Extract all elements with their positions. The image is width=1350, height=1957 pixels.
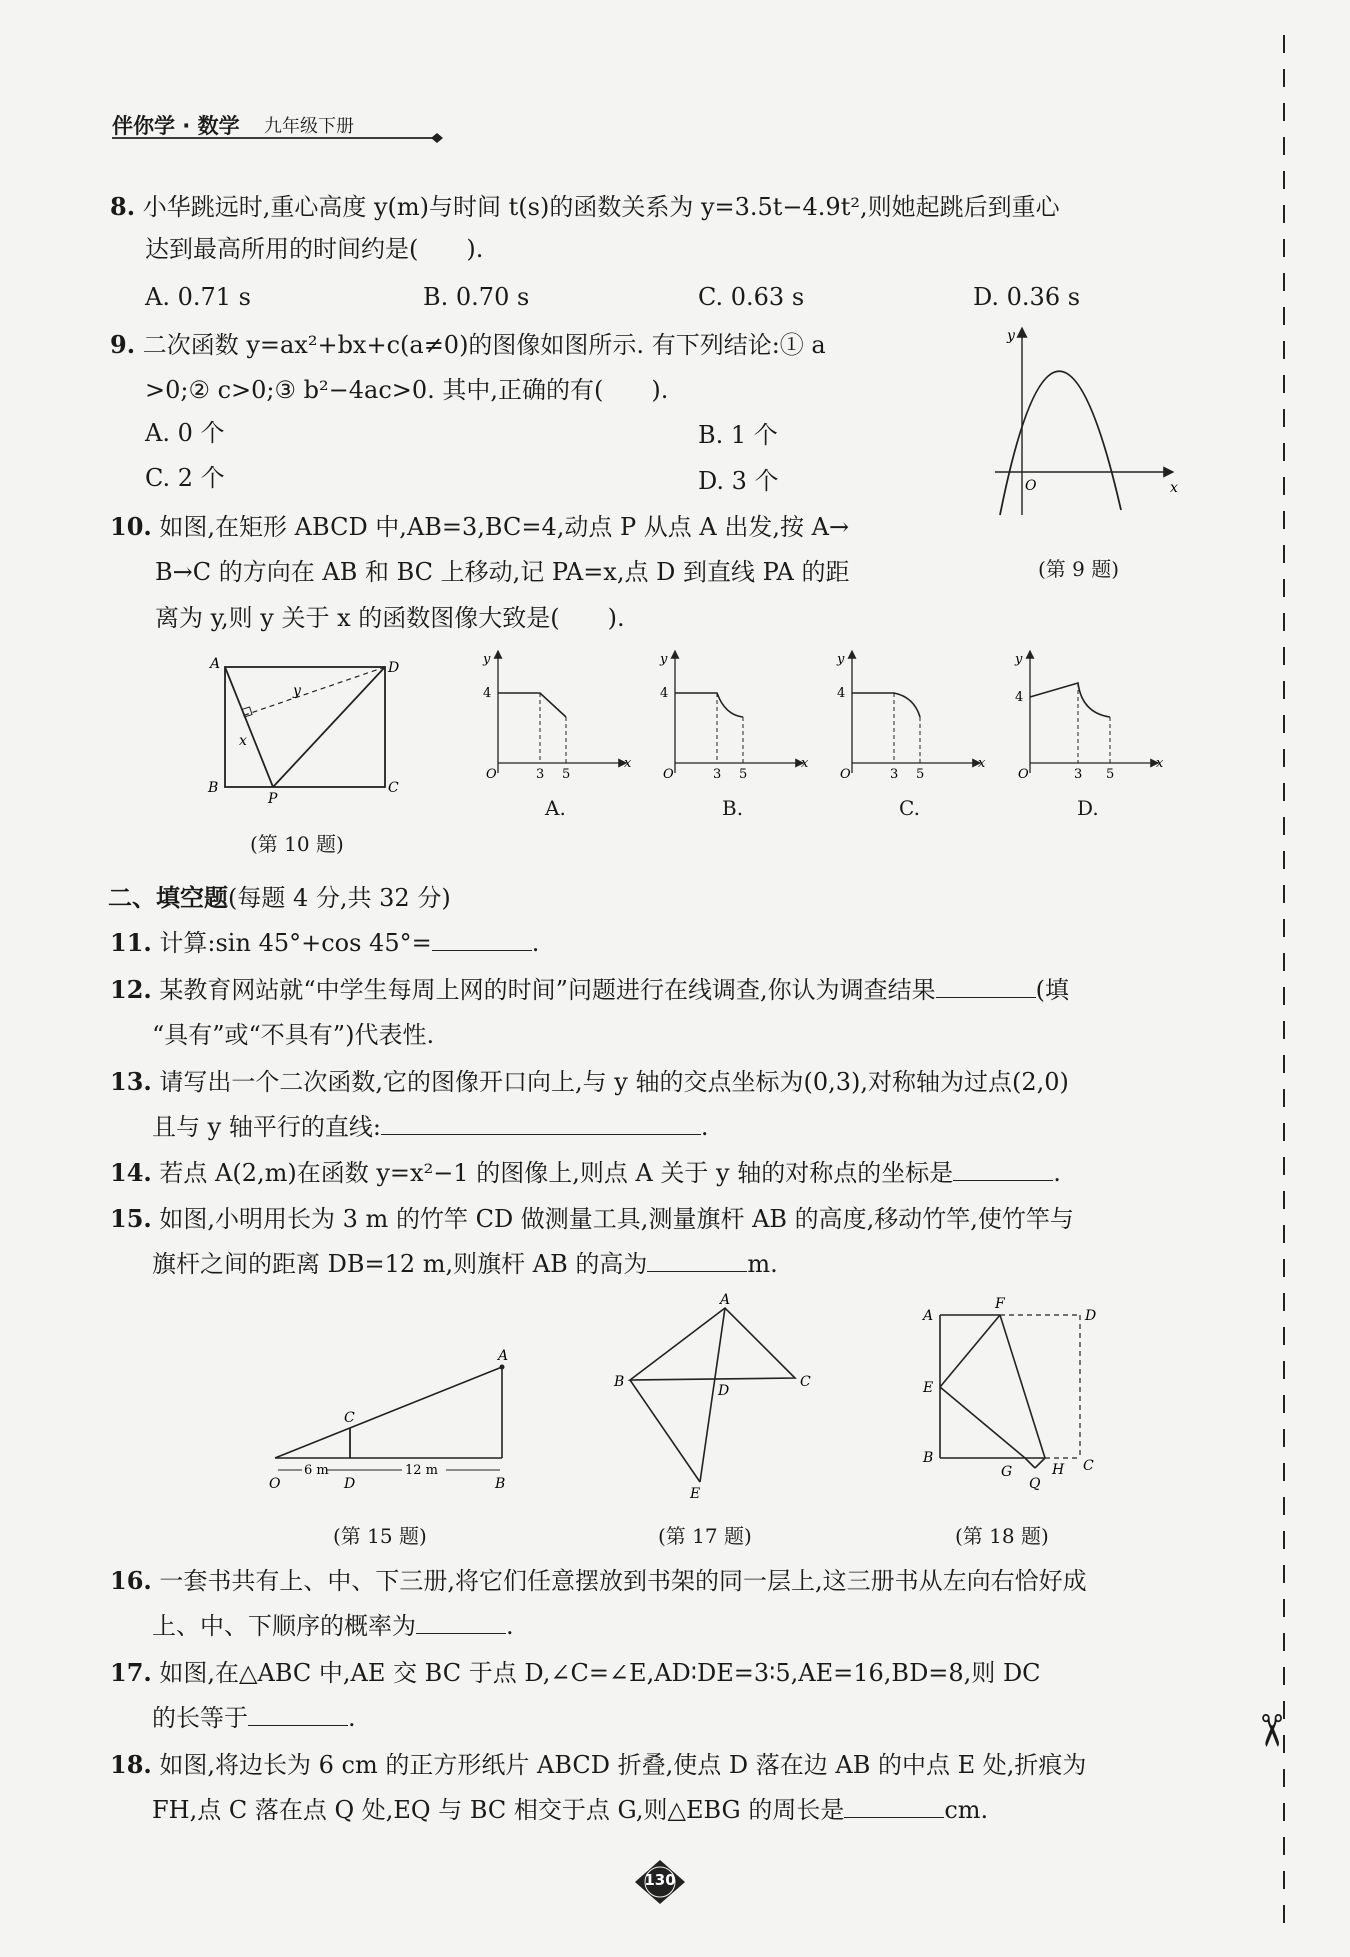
svg-text:O: O bbox=[663, 767, 674, 782]
q17-label-c: C bbox=[800, 1374, 811, 1390]
q10 bbox=[110, 512, 849, 542]
q9-parabola-figure bbox=[985, 320, 1185, 520]
q18-label-h: H bbox=[1052, 1462, 1065, 1478]
q18-label-f: F bbox=[995, 1296, 1005, 1312]
q10-label-a: A bbox=[210, 656, 221, 672]
q13-end: . bbox=[700, 1113, 709, 1141]
q18-line2 bbox=[152, 1795, 988, 1825]
q17-line1: 如图,在△ABC 中,AE 交 BC 于点 D,∠C=∠E,AD∶DE=3∶5,AE=16,BD=8,则 DC bbox=[159, 1659, 1041, 1687]
q15-line2-text: 旗杆之间的距离 DB=12 m,则旗杆 AB 的高为 bbox=[152, 1250, 648, 1278]
q10-graph-b-xtick-3: 3 bbox=[713, 767, 722, 782]
q16-answer-blank[interactable] bbox=[416, 1611, 506, 1634]
svg-text:O: O bbox=[486, 767, 497, 782]
q18-label-c: C bbox=[1083, 1458, 1094, 1474]
q10-num: 10. bbox=[110, 512, 152, 541]
q15-num: 15. bbox=[110, 1204, 152, 1233]
cut-line bbox=[1270, 0, 1310, 1957]
q10-rectangle-figure bbox=[205, 655, 400, 807]
header bbox=[112, 108, 452, 148]
q11-text: 计算:sin 45°+cos 45°= bbox=[159, 929, 432, 957]
q17-end: . bbox=[348, 1704, 356, 1732]
q18-label-q: Q bbox=[1029, 1476, 1041, 1492]
q9-option-b: B. 1 个 bbox=[698, 421, 778, 449]
q9-caption: (第 9 题) bbox=[1038, 557, 1120, 581]
q12-num: 12. bbox=[110, 975, 152, 1004]
q16-line1: 一套书共有上、中、下三册,将它们任意摆放到书架的同一层上,这三册书从左向右恰好成 bbox=[159, 1567, 1087, 1595]
q15-label-c: C bbox=[344, 1410, 355, 1426]
q9-option-d: D. 3 个 bbox=[698, 467, 779, 495]
svg-text:y: y bbox=[660, 652, 668, 667]
q10-label-x: x bbox=[239, 733, 247, 749]
q11-answer-blank[interactable] bbox=[432, 928, 532, 951]
q10-line3: 离为 y,则 y 关于 x 的函数图像大致是( ). bbox=[155, 604, 625, 632]
q9-option-c: C. 2 个 bbox=[145, 464, 225, 492]
section2-heading bbox=[108, 883, 451, 913]
q18-label-a: A bbox=[923, 1308, 934, 1324]
header-underline bbox=[112, 108, 452, 148]
q16-line2 bbox=[152, 1611, 514, 1641]
q9-line2: >0;② c>0;③ b²−4ac>0. 其中,正确的有( ). bbox=[145, 376, 669, 404]
q13-num: 13. bbox=[110, 1067, 152, 1096]
q10-graph-b-xtick-5: 5 bbox=[739, 767, 748, 782]
q13-line2 bbox=[152, 1112, 709, 1142]
q17-num: 17. bbox=[110, 1658, 152, 1687]
q10-graph-c-xtick-5: 5 bbox=[916, 767, 925, 782]
q11 bbox=[110, 928, 539, 958]
svg-text:y: y bbox=[837, 652, 845, 667]
q8-option-c: C. 0.63 s bbox=[698, 283, 805, 311]
svg-text:y: y bbox=[483, 652, 491, 667]
svg-text:O: O bbox=[840, 767, 851, 782]
q18-caption: (第 18 题) bbox=[955, 1524, 1049, 1548]
q11-end: . bbox=[531, 929, 540, 957]
q17 bbox=[110, 1658, 1041, 1688]
q8-line2: 达到最高所用的时间约是( ). bbox=[145, 235, 484, 263]
q10-graph-d-xtick-5: 5 bbox=[1106, 767, 1115, 782]
q10-graph-d-xtick-3: 3 bbox=[1074, 767, 1083, 782]
q18-line2-text: FH,点 C 落在点 Q 处,EQ 与 BC 相交于点 G,则△EBG 的周长是 bbox=[152, 1796, 845, 1824]
q10-graph-a bbox=[468, 645, 632, 785]
q12-line2: “具有”或“不具有”)代表性. bbox=[152, 1021, 435, 1049]
q10-label-d: D bbox=[388, 660, 400, 676]
q17-figure bbox=[610, 1290, 811, 1502]
q17-answer-blank[interactable] bbox=[248, 1703, 348, 1726]
q10-graph-b bbox=[645, 645, 809, 785]
q10-graph-c-xtick-3: 3 bbox=[890, 767, 899, 782]
q8-option-d: D. 0.36 s bbox=[973, 283, 1081, 311]
q17-line2 bbox=[152, 1703, 356, 1733]
q16-num: 16. bbox=[110, 1566, 152, 1595]
q8-line1: 小华跳远时,重心高度 y(m)与时间 t(s)的函数关系为 y=3.5t−4.9t²,则她起跳后到重心 bbox=[142, 193, 1060, 221]
q10-label-b: B bbox=[208, 780, 219, 796]
q10-caption: (第 10 题) bbox=[250, 832, 344, 856]
q10-graph-b-ytick: 4 bbox=[660, 686, 669, 701]
q9-axis-y: y bbox=[1007, 328, 1015, 344]
svg-text:x: x bbox=[801, 756, 809, 771]
q14 bbox=[110, 1158, 1061, 1188]
q9-option-a: A. 0 个 bbox=[145, 419, 225, 447]
q10-option-d: D. bbox=[1077, 796, 1099, 820]
q10-graph-a-xtick-3: 3 bbox=[536, 767, 545, 782]
q14-end: . bbox=[1053, 1159, 1061, 1187]
q10-graph-c bbox=[822, 645, 986, 785]
q16-line2-text: 上、中、下顺序的概率为 bbox=[152, 1612, 416, 1640]
q15-label-b: B bbox=[495, 1476, 506, 1492]
q18-line1: 如图,将边长为 6 cm 的正方形纸片 ABCD 折叠,使点 D 落在边 AB 的中点 E 处,折痕为 bbox=[159, 1751, 1087, 1779]
q8-option-b: B. 0.70 s bbox=[423, 283, 530, 311]
section2-title: 二、填空题 bbox=[108, 884, 228, 912]
svg-text:y: y bbox=[1015, 652, 1023, 667]
q10-label-p: P bbox=[268, 791, 278, 807]
q8-num: 8. bbox=[110, 192, 136, 221]
q9-num: 9. bbox=[110, 330, 136, 359]
q10-option-b: B. bbox=[722, 796, 744, 820]
q18-end: cm. bbox=[944, 1796, 989, 1824]
q15-label-d: D bbox=[344, 1476, 356, 1492]
section2-note: (每题 4 分,共 32 分) bbox=[228, 884, 451, 912]
q15-figure bbox=[260, 1340, 520, 1490]
q14-num: 14. bbox=[110, 1158, 152, 1187]
q10-option-c: C. bbox=[899, 796, 920, 820]
svg-text:O: O bbox=[1018, 767, 1029, 782]
q12-line1: 某教育网站就“中学生每周上网的时间”问题进行在线调查,你认为调查结果 bbox=[159, 976, 936, 1004]
q17-label-b: B bbox=[614, 1374, 625, 1390]
q13 bbox=[110, 1067, 1069, 1097]
q12-line1-end: (填 bbox=[1035, 976, 1069, 1004]
q15-line1: 如图,小明用长为 3 m 的竹竿 CD 做测量工具,测量旗杆 AB 的高度,移动竹竿,使竹竿与 bbox=[159, 1205, 1074, 1233]
q17-caption: (第 17 题) bbox=[658, 1524, 752, 1548]
q14-answer-blank[interactable] bbox=[953, 1158, 1053, 1181]
q10-label-y: y bbox=[293, 683, 301, 699]
q15-dim-6m: 6 m bbox=[304, 1463, 329, 1478]
q15-label-a: A bbox=[498, 1348, 509, 1364]
q9 bbox=[110, 330, 826, 360]
q13-answer-blank[interactable] bbox=[381, 1112, 701, 1135]
q10-line2: B→C 的方向在 AB 和 BC 上移动,记 PA=x,点 D 到直线 PA 的距 bbox=[155, 558, 850, 586]
svg-text:x: x bbox=[978, 756, 986, 771]
q12 bbox=[110, 975, 1069, 1005]
q15-label-o: O bbox=[269, 1476, 281, 1492]
q10-graph-a-ytick: 4 bbox=[483, 686, 492, 701]
q10-graph-c-ytick: 4 bbox=[837, 686, 846, 701]
q11-num: 11. bbox=[110, 928, 152, 957]
header-brand: 伴你学 · 数学 bbox=[112, 114, 240, 138]
q8 bbox=[110, 192, 1060, 222]
page-number: 130 bbox=[644, 1871, 676, 1889]
q15-answer-blank[interactable] bbox=[647, 1249, 747, 1272]
q15 bbox=[110, 1204, 1074, 1234]
q9-line1: 二次函数 y=ax²+bx+c(a≠0)的图像如图所示. 有下列结论:① a bbox=[142, 331, 826, 359]
q10-graph-d-ytick: 4 bbox=[1015, 690, 1024, 705]
svg-text:x: x bbox=[1156, 756, 1164, 771]
q15-dim-12m: 12 m bbox=[405, 1463, 439, 1478]
q18 bbox=[110, 1750, 1086, 1780]
q17-label-e: E bbox=[690, 1486, 701, 1502]
q18-label-b: B bbox=[923, 1450, 934, 1466]
q18-label-g: G bbox=[1001, 1464, 1013, 1480]
q16-end: . bbox=[506, 1612, 514, 1640]
q12-answer-blank[interactable] bbox=[936, 975, 1036, 998]
q18-label-d: D bbox=[1085, 1308, 1097, 1324]
q10-line1: 如图,在矩形 ABCD 中,AB=3,BC=4,动点 P 从点 A 出发,按 A→ bbox=[159, 513, 850, 541]
q16 bbox=[110, 1566, 1087, 1596]
scissors-icon: ✂ bbox=[1244, 1712, 1296, 1749]
q9-axis-x: x bbox=[1170, 480, 1178, 496]
q15-caption: (第 15 题) bbox=[333, 1524, 427, 1548]
q10-graph-d bbox=[1000, 645, 1164, 785]
q10-graph-a-xtick-5: 5 bbox=[562, 767, 571, 782]
q18-label-e: E bbox=[923, 1380, 934, 1396]
q17-label-a: A bbox=[720, 1292, 731, 1308]
q17-label-d: D bbox=[718, 1383, 730, 1399]
q14-text: 若点 A(2,m)在函数 y=x²−1 的图像上,则点 A 关于 y 轴的对称点的坐标是 bbox=[159, 1159, 954, 1187]
svg-text:x: x bbox=[624, 756, 632, 771]
header-grade: 九年级下册 bbox=[264, 116, 354, 137]
page-number-badge bbox=[635, 1860, 685, 1904]
q13-line2-text: 且与 y 轴平行的直线: bbox=[152, 1113, 381, 1141]
q10-label-c: C bbox=[388, 780, 399, 796]
q15-end: m. bbox=[747, 1250, 778, 1278]
q8-option-a: A. 0.71 s bbox=[145, 283, 251, 311]
q15-line2 bbox=[152, 1249, 778, 1279]
q17-line2-text: 的长等于 bbox=[152, 1704, 248, 1732]
q18-answer-blank[interactable] bbox=[844, 1795, 944, 1818]
q10-option-a: A. bbox=[545, 796, 566, 820]
q9-origin: O bbox=[1025, 478, 1037, 494]
q18-figure bbox=[915, 1290, 1097, 1492]
q13-line1: 请写出一个二次函数,它的图像开口向上,与 y 轴的交点坐标为(0,3),对称轴为过点(2,0) bbox=[159, 1068, 1069, 1096]
q18-num: 18. bbox=[110, 1750, 152, 1779]
